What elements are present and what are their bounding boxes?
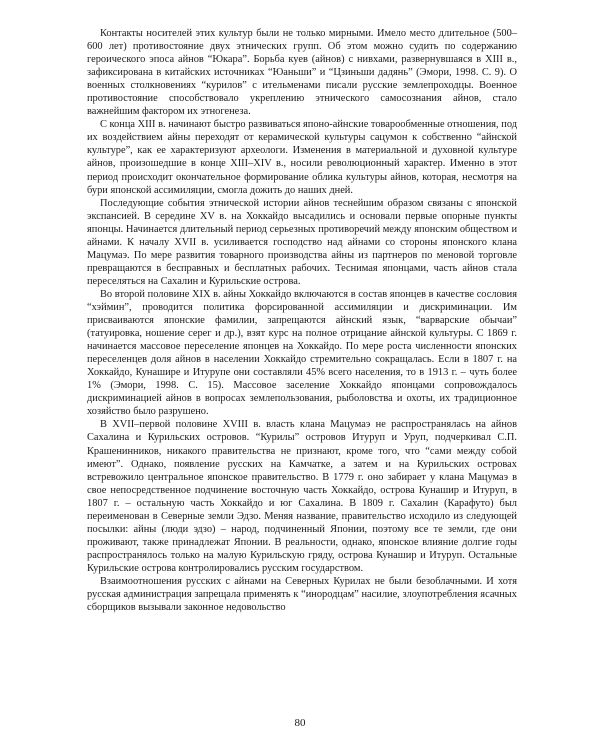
paragraph: В XVII–первой половине XVIII в. власть клана Мацумаэ не распространялась на айнов Сахалина и Курильских островов. “Курилы” островов Итуруп и Уруп, подчеркивал С.П. Крашенинников, никакого правительства не признают, кроме того, что “сами между собой имеют”. Однако, появление русских на Камчатке, а затем и на Курильских островах встревожило центральное японское правительство. В 1779 г. оно забирает у клана Мацумаэ в свое непосредственное подчинение восточную часть Хоккайдо, острова Кунашир и Итуруп, в 1807 г. – остальную часть Хоккайдо и юг Сахалина. В 1809 г. Сахалин (Карафуто) был переименован в Северные земли Эдзо. Меняя название, правительство исходило из следующей посылки: айны (люди эдзо) – народ, подчиненный Японии, поэтому все те земли, где они проживают, также принадлежат Японии. В реальности, однако, японское влияние долгие годы распространялось только на малую Курильскую гряду, острова Кунашир и Итуруп. Остальные Курильские острова контролировались русским государством. (87, 419, 517, 574)
paragraph: Последующие события этнической истории айнов теснейшим образом связаны с японской экспансией. В середине XV в. на Хоккайдо высадились и основали первые опорные пункты японцы. Начинается длительный период серьезных противоречий между японским обществом и айнами. К началу XVII в. усиливается господство над айнами со стороны японского клана Мацумаэ. По мере развития товарного производства айны из партнеров по меновой торговле превращаются в бесправных и бесплатных рабочих. Теснимая японцами, часть айнов стала переселяться на Сахалин и Курильские острова. (87, 197, 517, 287)
paragraph: Во второй половине XIX в. айны Хоккайдо включаются в состав японцев в качестве сословия “хэймин”, проводится политика форсированной ассимиляции и дискриминации. Им присваиваются японские фамилии, запрещаются айнский язык, “варварские обычаи” (татуировка, ношение серег и др.), взят курс на полное отрицание айнской культуры. С 1869 г. начинается массовое переселение японцев на Хоккайдо. По мере роста численности японских переселенцев доля айнов в населении Хоккайдо стремительно сокращалась. Если в 1807 г. на Хоккайдо, Кунашире и Итурупе они составляли 45% всего населения, то в 1913 г. – чуть более 1% (Эмори, 1998. С. 15). Массовое заселение Хоккайдо японцами сопровождалось дискриминацией айнов в вопросах землепользования, рыболовства и охоты, их традиционное хозяйство было разрушено. (87, 288, 517, 418)
paragraph: С конца XIII в. начинают быстро развиваться японо-айнские товарообменные отношения, под их воздействием айны переходят от керамической культуры сацумон к собственно “айнской культуре”, как ее характеризуют археологи. Изменения в материальной и духовной культуре айнов, произошедшие в конце XIII–XIV в., носили революционный характер. Именно в этот период происходит окончательное формирование облика культуры айнов, которая, несмотря на бури японской ассимиляции, смогла дожить до наших дней. (87, 119, 517, 196)
paragraph: Контакты носителей этих культур были не только мирными. Имело место длительное (500–600 лет) противостояние двух этнических групп. Об этом можно судить по содержанию героического эпоса айнов “Юкара”. Борьба куев (айнов) с нивхами, развернувшаяся в XIII в., зафиксирована в китайских источниках “Юаньши” и “Цзиньши дадянь” (Эмори, 1998. С. 9). О военных столкновениях “курилов” с ительменами писали русские землепроходцы. Военное противостояние способствовало укреплению этнического самосознания айнов, стало важнейшим фактором их этногенеза. (87, 28, 517, 118)
paragraph: Взаимоотношения русских с айнами на Северных Курилах не были безоблачными. И хотя русская администрация запрещала применять к “инородцам” насилие, злоупотребления ясачных сборщиков вызывали законное недовольство (87, 575, 517, 614)
text-body (87, 27, 517, 614)
page-number: 80 (294, 717, 306, 729)
